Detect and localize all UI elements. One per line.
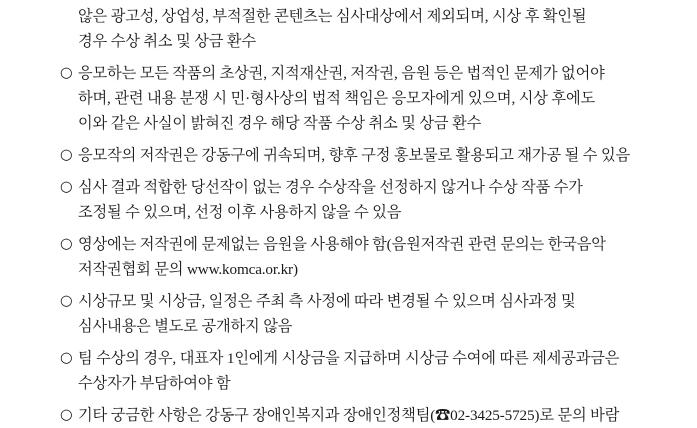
paragraph-text bbox=[78, 289, 677, 339]
text-line: 저작권협회 문의 www.komca.or.kr) bbox=[78, 261, 298, 278]
paragraph-text bbox=[78, 346, 677, 396]
bullet-icon: ○ bbox=[60, 147, 73, 163]
text-line: 기타 궁금한 사항은 강동구 장애인복지과 장애인정책팀(☎02-3425-5725)로 문의 바람 bbox=[78, 407, 620, 424]
list-item bbox=[60, 175, 677, 225]
paragraph-text bbox=[78, 143, 677, 168]
bullet-icon: ○ bbox=[60, 293, 73, 309]
bullet-icon: ○ bbox=[60, 407, 73, 423]
list-item bbox=[60, 61, 677, 136]
list-item bbox=[60, 232, 677, 282]
text-line: 조정될 수 있으며, 선정 이후 사용하지 않을 수 있음 bbox=[78, 204, 402, 221]
list-item bbox=[60, 403, 677, 428]
bullet-icon: ○ bbox=[60, 65, 73, 81]
text-line: 응모하는 모든 작품의 초상권, 지적재산권, 저작권, 음원 등은 법적인 문제가 없어야 bbox=[78, 65, 605, 82]
paragraph-continuation bbox=[60, 4, 677, 54]
text-line: 심사 결과 적합한 당선작이 없는 경우 수상작을 선정하지 않거나 수상 작품 수가 bbox=[78, 179, 583, 196]
text-line: 이와 같은 사실이 밝혀진 경우 해당 작품 수상 취소 및 상금 환수 bbox=[78, 115, 482, 132]
bullet-icon: ○ bbox=[60, 179, 73, 195]
bullet-icon: ○ bbox=[60, 236, 73, 252]
text-line: 응모작의 저작권은 강동구에 귀속되며, 향후 구정 홍보물로 활용되고 재가공 될 수 있음 bbox=[78, 147, 631, 164]
text-line: 경우 수상 취소 및 상금 환수 bbox=[78, 33, 256, 50]
bullet-icon: ○ bbox=[60, 350, 73, 366]
text-line: 영상에는 저작권에 문제없는 음원을 사용해야 함(음원저작권 관련 문의는 한국음악 bbox=[78, 236, 606, 253]
text-line: 심사내용은 별도로 공개하지 않음 bbox=[78, 318, 293, 335]
text-line: 않은 광고성, 상업성, 부적절한 콘텐츠는 심사대상에서 제외되며, 시상 후 확인될 bbox=[78, 8, 587, 25]
text-line: 팀 수상의 경우, 대표자 1인에게 시상금을 지급하며 시상금 수여에 따른 제세공과금은 bbox=[78, 350, 620, 367]
list-item bbox=[60, 346, 677, 396]
paragraph-text bbox=[78, 175, 677, 225]
paragraph-text bbox=[78, 232, 677, 282]
text-line: 시상규모 및 시상금, 일정은 주최 측 사정에 따라 변경될 수 있으며 심사과정 및 bbox=[78, 293, 576, 310]
text-line: 수상자가 부담하여야 함 bbox=[78, 375, 231, 392]
paragraph-text bbox=[78, 61, 677, 136]
paragraph-text bbox=[78, 4, 677, 54]
paragraph-text bbox=[78, 403, 677, 428]
list-item bbox=[60, 143, 677, 168]
list-item bbox=[60, 289, 677, 339]
text-line: 하며, 관련 내용 분쟁 시 민·형사상의 법적 책임은 응모자에게 있으며, 시상 후에도 bbox=[78, 90, 595, 107]
